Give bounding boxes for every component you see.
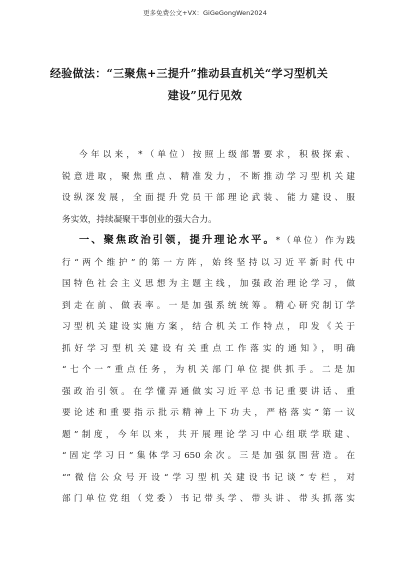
- paragraph-line: 习型机关建设实施方案，结合机关工作特点，印发《关于: [62, 322, 355, 332]
- paragraph-line: 务实效，持续凝聚干事创业的强大合力。: [62, 214, 217, 225]
- section-heading-line: [62, 230, 355, 253]
- paragraph-section-one: [62, 230, 355, 511]
- section-heading-rest: *（单位）作为践: [275, 236, 355, 246]
- page-header: 更多免费公文+VX：GiGeGongWen2024: [143, 9, 267, 17]
- title-line-1: 经验做法：“三聚焦+三提升”推动县直机关“学习型机关: [50, 67, 328, 80]
- paragraph-line: 锐意进取，聚焦重点、精准发力，不断推动学习型机关建: [62, 171, 355, 182]
- paragraph-line: 部门单位党组（党委）书记带头学、带头讲、带头抓落实: [62, 494, 355, 504]
- paragraph-intro: [62, 145, 355, 231]
- paragraph-line: 到走在前、做表率。一是加强系统统筹。精心研究制订学: [62, 300, 355, 311]
- paragraph-line: 国特色社会主义思想为主题主线，加强政治理论学习，做: [62, 279, 355, 289]
- paragraph-line: 题”制度，今年以来，共开展理论学习中心组联学联建、: [62, 429, 355, 440]
- paragraph-line: “七个一”重点任务，为机关部门单位提供抓手。二是加: [62, 365, 355, 375]
- paragraph-line: 强政治引领。在学懂弄通做实习近平总书记重要讲话、重: [62, 386, 355, 397]
- title-line-2: 建设”见行见效: [167, 89, 243, 102]
- paragraph-line: 要论述和重要指示批示精神上下功夫，严格落实“第一议: [62, 408, 355, 418]
- paragraph-line: “固定学习日”集体学习650余次。三是加强氛围营造。在: [62, 451, 355, 461]
- section-heading: 一、聚焦政治引领，提升理论水平。: [79, 234, 276, 246]
- paragraph-line: 抓好学习型机关建设有关重点工作落实的通知》，明确: [62, 343, 355, 354]
- paragraph-line: 行“两个维护”的第一方阵，始终坚持以习近平新时代中: [62, 257, 355, 268]
- document-title: [50, 63, 360, 107]
- paragraph-line: 今年以来，*（单位）按照上级部署要求，积极探索、: [79, 150, 355, 160]
- paragraph-line: 设纵深发展，全面提升党员干部理论武装、能力建设、服: [62, 193, 355, 203]
- paragraph-line: “”微信公众号开设“学习型机关建设书记谈”专栏，对: [62, 472, 355, 483]
